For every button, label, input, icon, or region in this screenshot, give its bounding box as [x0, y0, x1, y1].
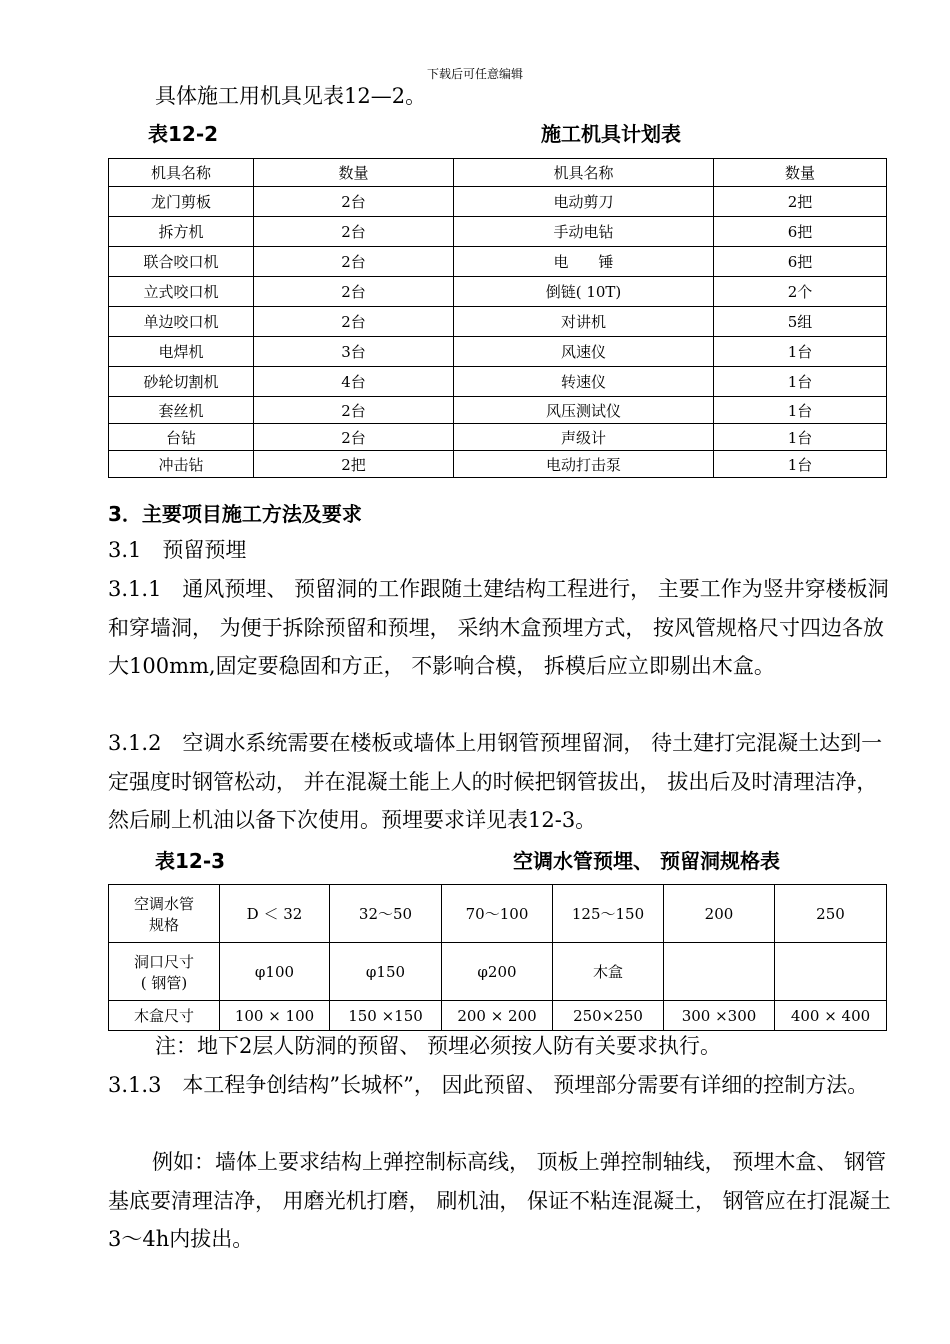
table-cell: 6把	[714, 247, 887, 277]
table-row	[109, 307, 887, 337]
table2-title: 空调水管预埋、 预留洞规格表	[513, 849, 780, 873]
row-header-cell: 木盒尺寸	[109, 1001, 220, 1031]
table-cell: 6把	[714, 217, 887, 247]
table-cell: 2台	[254, 247, 454, 277]
watermark: 下载后可任意编辑	[426, 67, 523, 81]
table-row	[109, 943, 887, 1001]
table-cell: 倒链( 10T)	[454, 277, 714, 307]
table-row	[109, 451, 887, 478]
row-header-cell	[109, 885, 220, 943]
table-cell: 手动电钻	[454, 217, 714, 247]
table-cell: 木盒	[553, 943, 664, 1001]
note-line: 注：地下2层人防洞的预留、 预埋必须按人防有关要求执行。	[155, 1034, 722, 1058]
table-cell: 2把	[714, 187, 887, 217]
table-cell: 对讲机	[454, 307, 714, 337]
table-cell: φ100	[220, 943, 330, 1001]
table-cell: 1台	[714, 367, 887, 397]
table-header-row	[109, 159, 887, 187]
table-cell: 400 × 400	[775, 1001, 887, 1031]
table-cell: 砂轮切割机	[109, 367, 254, 397]
table-row	[109, 367, 887, 397]
table-row	[109, 397, 887, 424]
example-paragraph: 例如：墙体上要求结构上弹控制标高线， 顶板上弹控制轴线， 预埋木盒、 钢管基底要清理洁净， 用磨光机打磨， 刷机油， 保证不粘连混凝土， 钢管应在打混凝土3～4h内拔出。	[108, 1150, 891, 1251]
table1-title: 施工机具计划表	[541, 122, 681, 146]
table-cell: 立式咬口机	[109, 277, 254, 307]
table-cell: 2把	[254, 451, 454, 478]
table2-label: 表12-3	[155, 849, 226, 873]
table-cell: 2台	[254, 397, 454, 424]
table-row	[109, 277, 887, 307]
cell-line: 空调水管	[133, 894, 194, 913]
paragraph-3-1-1: 3.1.1 通风预埋、 预留洞的工作跟随土建结构工程进行， 主要工作为竖井穿楼板洞和穿墙洞， 为便于拆除预留和预埋， 采纳木盒预埋方式， 按风管规格尺寸四边各放大100mm,固定要稳固和方正， 不影响合模， 拆模后应立即剔出木盒。	[108, 577, 889, 678]
table-cell: 200	[664, 885, 775, 943]
table-cell: 单边咬口机	[109, 307, 254, 337]
table-cell: 电 锤	[454, 247, 714, 277]
table-cell: φ150	[330, 943, 442, 1001]
table-cell: 联合咬口机	[109, 247, 254, 277]
table-cell: φ200	[442, 943, 553, 1001]
table-row	[109, 337, 887, 367]
table-row	[109, 217, 887, 247]
table-row	[109, 1001, 887, 1031]
header-cell: 数量	[714, 159, 887, 187]
table-cell: 转速仪	[454, 367, 714, 397]
table1-label: 表12-2	[148, 122, 219, 146]
table-cell: D ＜ 32	[220, 885, 330, 943]
table-cell: 250	[775, 885, 887, 943]
cell-line: 规格	[148, 915, 179, 934]
table-cell: 声级计	[454, 424, 714, 451]
pipe-embed-spec-table	[108, 884, 887, 1031]
table-cell	[664, 943, 775, 1001]
table-cell: 2台	[254, 217, 454, 247]
header-cell: 机具名称	[454, 159, 714, 187]
table-cell: 250×250	[553, 1001, 664, 1031]
header-cell: 数量	[254, 159, 454, 187]
cell-line: 洞口尺寸	[133, 952, 194, 971]
table-cell: 电焊机	[109, 337, 254, 367]
table-cell: 冲击钻	[109, 451, 254, 478]
paragraph-3-1-2: 3.1.2 空调水系统需要在楼板或墙体上用钢管预埋留洞， 待土建打完混凝土达到一定强度时钢管松动， 并在混凝土能上人的时候把钢管拔出， 拔出后及时清理洁净， 然后刷上机油以备下次使用。预埋要求详见表12-3。	[108, 731, 883, 832]
table-cell: 电动打击泵	[454, 451, 714, 478]
table-cell: 4台	[254, 367, 454, 397]
table-cell: 100 × 100	[220, 1001, 330, 1031]
table-cell: 2台	[254, 307, 454, 337]
table-cell: 风压测试仪	[454, 397, 714, 424]
table-cell: 2台	[254, 277, 454, 307]
section-3-1-heading: 3.1 预留预埋	[108, 538, 247, 562]
table-cell: 32～50	[330, 885, 442, 943]
section-3-heading: 3．主要项目施工方法及要求	[108, 502, 362, 526]
table-cell: 125～150	[553, 885, 664, 943]
table-row	[109, 247, 887, 277]
row-header-cell	[109, 943, 220, 1001]
intro-line: 具体施工用机具见表12—2。	[155, 84, 427, 108]
table-cell: 1台	[714, 337, 887, 367]
table-cell: 2个	[714, 277, 887, 307]
table-cell: 2台	[254, 424, 454, 451]
table-cell: 1台	[714, 424, 887, 451]
table-cell: 套丝机	[109, 397, 254, 424]
table-cell: 70～100	[442, 885, 553, 943]
table-cell: 200 × 200	[442, 1001, 553, 1031]
cell-line: ( 钢管)	[140, 973, 188, 992]
paragraph-3-1-3: 3.1.3 本工程争创结构”长城杯”， 因此预留、 预埋部分需要有详细的控制方法。	[108, 1073, 869, 1097]
table-cell: 1台	[714, 451, 887, 478]
table-row	[109, 885, 887, 943]
table-cell: 龙门剪板	[109, 187, 254, 217]
equipment-plan-table	[108, 158, 887, 478]
table-cell: 台钻	[109, 424, 254, 451]
header-cell: 机具名称	[109, 159, 254, 187]
table-cell: 2台	[254, 187, 454, 217]
table-cell: 拆方机	[109, 217, 254, 247]
table-row	[109, 187, 887, 217]
table-cell: 3台	[254, 337, 454, 367]
table-cell: 电动剪刀	[454, 187, 714, 217]
table-cell: 风速仪	[454, 337, 714, 367]
table-row	[109, 424, 887, 451]
table-cell: 150 ×150	[330, 1001, 442, 1031]
table-cell: 300 ×300	[664, 1001, 775, 1031]
table-cell	[775, 943, 887, 1001]
table-cell: 1台	[714, 397, 887, 424]
table-cell: 5组	[714, 307, 887, 337]
